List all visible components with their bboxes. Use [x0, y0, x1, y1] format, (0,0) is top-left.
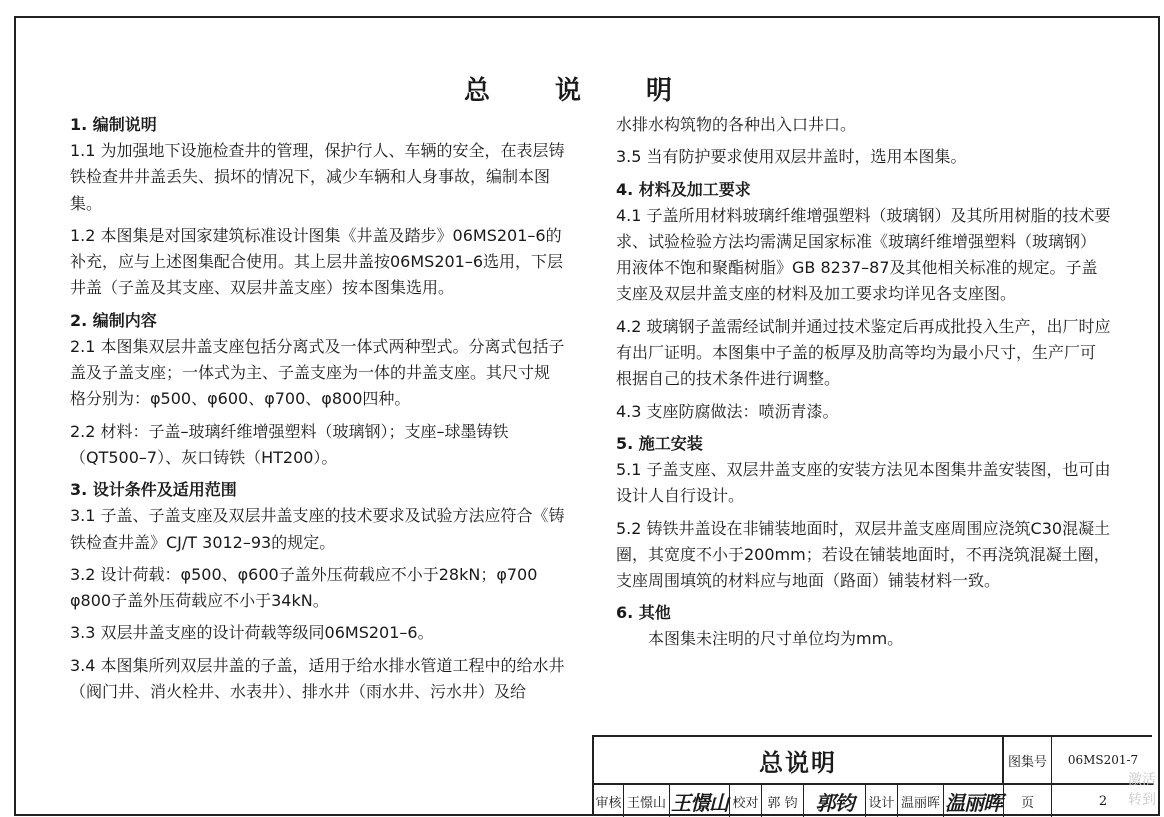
page-number: 2 [1098, 793, 1108, 809]
page-title: 总 说 明 [463, 76, 701, 106]
section-heading-2: 2. 编制内容 [70, 310, 157, 330]
section-heading-4: 4. 材料及加工要求 [616, 179, 751, 199]
paragraph-1-2: 1.2 本图集是对国家建筑标准设计图集《井盖及踏步》06MS201–6的补充，应与上述图集配合使用。其上层井盖按06MS201–6选用，下层井盖（子盖及其支座、双层井盖支座）按本图集选用。 [70, 225, 564, 298]
paragraph-2-2: 2.2 材料：子盖–玻璃纤维增强塑料（玻璃钢）；支座–球墨铸铁（QT500–7）、灰口铸铁（HT200）。 [70, 421, 509, 467]
title-block-title: 总说明 [594, 737, 1004, 785]
right-column [616, 112, 1111, 659]
left-column [70, 112, 565, 711]
atlas-number-label: 图集号 [1004, 737, 1052, 785]
paragraph-3-3: 3.3 双层井盖支座的设计荷载等级同06MS201–6。 [70, 623, 434, 643]
review-label: 审核 [594, 785, 624, 817]
title-block [592, 735, 1152, 815]
paragraph-3-2: 3.2 设计荷载：φ500、φ600子盖外压荷载应不小于28kN；φ700 φ800子盖外压荷载应不小于34kN。 [70, 564, 538, 611]
design-label: 设计 [866, 785, 898, 817]
page-label: 页 [1004, 785, 1052, 817]
paragraph-5-1: 5.1 子盖支座、双层井盖支座的安装方法见本图集井盖安装图，也可由设计人自行设计。 [616, 459, 1111, 506]
section-heading-3: 3. 设计条件及适用范围 [70, 480, 237, 500]
paragraph-1-1: 1.1 为加强地下设施检查井的管理，保护行人、车辆的安全，在表层铸铁检查井井盖丢失、损坏的情况下，减少车辆和人身事故，编制本图集。 [70, 141, 565, 213]
paragraph-4-2: 4.2 玻璃钢子盖需经试制并通过技术鉴定后再成批投入生产，出厂时应有出厂证明。本图集中子盖的板厚及肋高等均为最小尺寸，生产厂可根据自己的技术条件进行调整。 [616, 316, 1111, 389]
paragraph-4-1: 4.1 子盖所用材料玻璃纤维增强塑料（玻璃钢）及其所用树脂的技术要求、试验检验方法均需满足国家标准《玻璃纤维增强塑料（玻璃钢）用液体不饱和聚酯树脂》GB 8237–87及其他相关标准的规定。子盖支座及双层井盖支座的材料及加工要求均详见各支座图。 [616, 205, 1111, 304]
paragraph-6-1: 本图集未注明的尺寸单位均为mm。 [648, 629, 904, 649]
atlas-number: 06MS201-7 [1052, 737, 1154, 785]
designer-signature: 温丽晖 [944, 785, 1004, 817]
watermark-text: 激活 转到 [1128, 772, 1156, 808]
section-heading-5: 5. 施工安装 [616, 433, 703, 453]
paragraph-2-1: 2.1 本图集双层井盖支座包括分离式及一体式两种型式。分离式包括子盖及子盖支座；一体式为主、子盖支座为一体的井盖支座。其尺寸规格分别为：φ500、φ600、φ700、φ800四种。 [70, 336, 565, 409]
checker-signature: 郭钧 [804, 785, 866, 817]
check-label: 校对 [730, 785, 762, 817]
paragraph-5-2: 5.2 铸铁井盖设在非铺装地面时，双层井盖支座周围应浇筑C30混凝土圈，其宽度不小于200mm；若设在铺装地面时，不再浇筑混凝土圈，支座周围填筑的材料应与地面（路面）铺装材料一致。 [616, 518, 1111, 591]
section-heading-6: 6. 其他 [616, 603, 671, 623]
paragraph-3-4: 3.4 本图集所列双层井盖的子盖，适用于给水排水管道工程中的给水井（阀门井、消火栓井、水表井）、排水井（雨水井、污水井）及给 [70, 655, 565, 702]
section-heading-1: 1. 编制说明 [70, 115, 157, 134]
checker-name: 郭 钧 [762, 785, 804, 817]
paragraph-3-1: 3.1 子盖、子盖支座及双层井盖支座的技术要求及试验方法应符合《铸铁检查井盖》CJ/T 3012–93的规定。 [70, 506, 565, 552]
paragraph-3-4-continued: 水排水构筑物的各种出入口井口。 [616, 115, 857, 134]
reviewer-name: 王憬山 [624, 785, 670, 817]
reviewer-signature: 王憬山 [670, 785, 730, 817]
designer-name: 温丽晖 [898, 785, 944, 817]
paragraph-3-5: 3.5 当有防护要求使用双层井盖时，选用本图集。 [616, 147, 967, 167]
paragraph-4-3: 4.3 支座防腐做法：喷沥青漆。 [616, 401, 839, 421]
